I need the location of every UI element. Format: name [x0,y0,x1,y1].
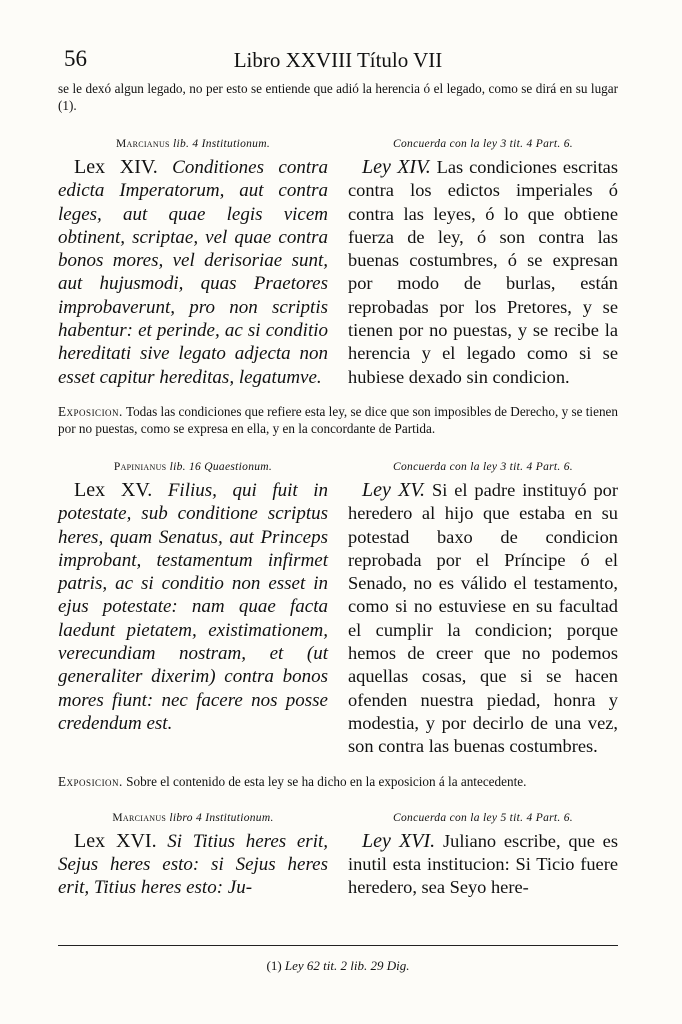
footnote [58,958,618,974]
page-number: 56 [64,46,87,71]
latin-text: Lex XIV. Conditiones contra edicta Imperatorum, aut contra leges, aut quae legis vicem obtinent, scriptae, vel quae contra bonos mores, vel derisoriae sunt, aut hujusmodi, quas Praetores improbaverunt, pro non scriptis habentur: et perinde, ac si conditio hereditati sive legato adjecta non esset capitur hereditas, legatumve. [58,156,329,388]
spanish-text: Ley XVI. Juliano escribe, que es inutil esta institucion: Si Ticio fuere heredero, sea Seyo here- [348,829,618,898]
footnote-marker: (1) [266,958,282,973]
intro-paragraph: se le dexó algun legado, no per esto se entiende que adió la herencia ó el legado, como se dirá en su lugar (1). [58,81,618,113]
running-title: Libro XXVIII Título VII [233,48,443,72]
law-section-xiv [58,136,618,389]
latin-column [58,136,328,389]
spanish-column [348,810,618,900]
spanish-citation: Concuerda con la ley 5 tit. 4 Part. 6. [393,811,573,824]
latin-column [58,459,328,759]
spanish-text: Ley XIV. Las condiciones escritas contra los edictos imperiales ó contra las leyes, ó lo que obtiene fuerza de ley, ó son contra las buenas costumbres, ó se expresan por modo de burlas, están reprobadas por los Pretores, y se tienen por no puestas, y se recibe la herencia y el legado como si se hubiese dexado sin condicion. [348,156,618,387]
law-heading: Ley XIV. [362,156,431,178]
exposition-label: Exposicion. [58,403,123,419]
footnote-text: Ley 62 tit. 2 lib. 29 Dig. [284,958,410,973]
law-heading: Ley XVI. [362,829,436,852]
latin-citation: Marcianus lib. 4 Institutionum. [115,138,271,150]
latin-text: Lex XV. Filius, qui fuit in potestate, sub conditione scriptus heres, quam Senatus, aut Princeps improbant, testamentum infirmet patris, ac si conditio non esset in ejus potestate: nam quae facta laedunt pietatem, existimationem, verecundiam nostram, et (ut generaliter dixerim) contra bonos mores fiunt: nec facere nos posse credendum est. [58,478,329,734]
law-heading: Ley XV. [362,478,426,501]
law-heading: Lex XV. [74,478,153,501]
book-page [58,38,618,899]
exposition: Exposicion. Todas las condiciones que refiere esta ley, se dice que son imposibles de Derecho, y se tienen por no puestas, como se expresa en ella, y en la concordante de Partida. [58,403,618,436]
latin-citation: Papinianus lib. 16 Quaestionum. [113,460,273,473]
spanish-column [348,136,618,389]
law-heading: Lex XIV. [74,156,158,178]
latin-column [58,810,328,900]
law-section-xv [58,459,618,759]
exposition: Exposicion. Sobre el contenido de esta ley se ha dicho en la exposicion á la antecedente. [58,773,527,789]
spanish-text: Ley XV. Si el padre instituyó por heredero al hijo que estaba en su potestad baxo de condicion reprobada por el Príncipe ó el Senado, no es válido el testamento, como si no estuviese en su facultad el cumplir la condicion; porque hemos de creer que no podemos aquellas cosas, que si se hacen ofenden nuestra piedad, honra y modestia, y por decirlo de una vez, son contra las buenas costumbres. [348,478,618,757]
page-header [58,38,618,74]
spanish-column [348,459,618,759]
law-heading: Lex XVI. [74,829,157,852]
exposition-label: Exposicion. [58,773,123,789]
footnote-divider [58,945,618,946]
latin-citation: Marcianus libro 4 Institutionum. [112,811,274,824]
spanish-citation: Concuerda con la ley 3 tit. 4 Part. 6. [393,138,573,150]
law-section-xvi [58,810,618,900]
latin-text: Lex XVI. Si Titius heres erit, Sejus heres esto: si Sejus heres erit, Titius heres esto: Ju- [58,829,328,899]
spanish-citation: Concuerda con la ley 3 tit. 4 Part. 6. [393,460,573,473]
